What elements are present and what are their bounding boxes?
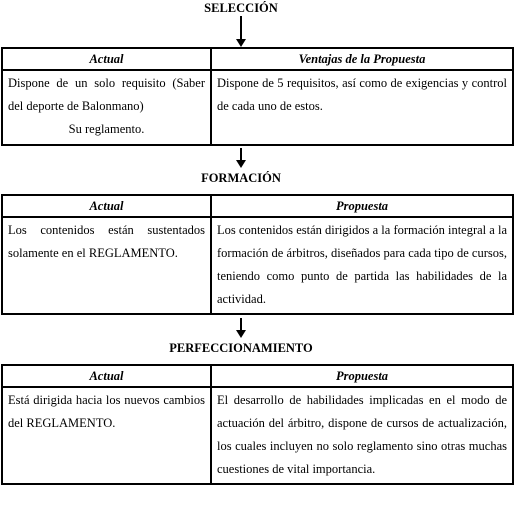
cell-actual bbox=[2, 387, 211, 484]
flow-arrow-3 bbox=[236, 318, 246, 338]
flow-arrow-1 bbox=[236, 16, 246, 47]
arrow-head bbox=[236, 160, 246, 168]
formacion-table bbox=[1, 194, 514, 315]
section-title-formacion: FORMACIÓN bbox=[201, 171, 281, 185]
actual-text: Está dirigida hacia los nuevos cambios del REGLAMENTO. bbox=[8, 393, 205, 430]
actual-text-extra: Su reglamento. bbox=[68, 122, 145, 136]
section-title-perfeccionamiento: PERFECCIONAMIENTO bbox=[169, 341, 313, 355]
cell-propuesta bbox=[211, 70, 513, 145]
arrow-shaft bbox=[240, 148, 242, 160]
cell-actual bbox=[2, 217, 211, 314]
arrow-shaft bbox=[240, 16, 242, 39]
cell-propuesta bbox=[211, 217, 513, 314]
propuesta-text: El desarrollo de habilidades implicadas en el modo de actuación del árbitro, dispone de cursos de actualización, los cuales incluyen no solo reglamento sino otras muchas cuestiones de vital importancia. bbox=[217, 393, 507, 476]
actual-text: Los contenidos están sustentados solamente en el REGLAMENTO. bbox=[8, 223, 205, 260]
header-propuesta: Propuesta bbox=[211, 195, 513, 217]
seleccion-table bbox=[1, 47, 514, 146]
arrow-head bbox=[236, 330, 246, 338]
propuesta-text: Los contenidos están dirigidos a la formación integral a la formación de árbitros, diseñados para cada tipo de cursos, teniendo como punto de partida las habilidades de la actividad. bbox=[217, 223, 507, 306]
header-actual: Actual bbox=[2, 48, 211, 70]
section-title-seleccion: SELECCIÓN bbox=[204, 1, 278, 15]
cell-actual bbox=[2, 70, 211, 145]
header-actual: Actual bbox=[2, 365, 211, 387]
actual-text: Dispone de un solo requisito (Saber del deporte de Balonmano) bbox=[8, 76, 205, 113]
header-propuesta: Propuesta bbox=[211, 365, 513, 387]
cell-propuesta bbox=[211, 387, 513, 484]
header-actual: Actual bbox=[2, 195, 211, 217]
flow-arrow-2 bbox=[236, 148, 246, 168]
arrow-head bbox=[236, 39, 246, 47]
arrow-shaft bbox=[240, 318, 242, 330]
perfeccionamiento-table bbox=[1, 364, 514, 485]
header-ventajas-propuesta: Ventajas de la Propuesta bbox=[211, 48, 513, 70]
propuesta-text: Dispone de 5 requisitos, así como de exigencias y control de cada uno de estos. bbox=[217, 76, 507, 113]
